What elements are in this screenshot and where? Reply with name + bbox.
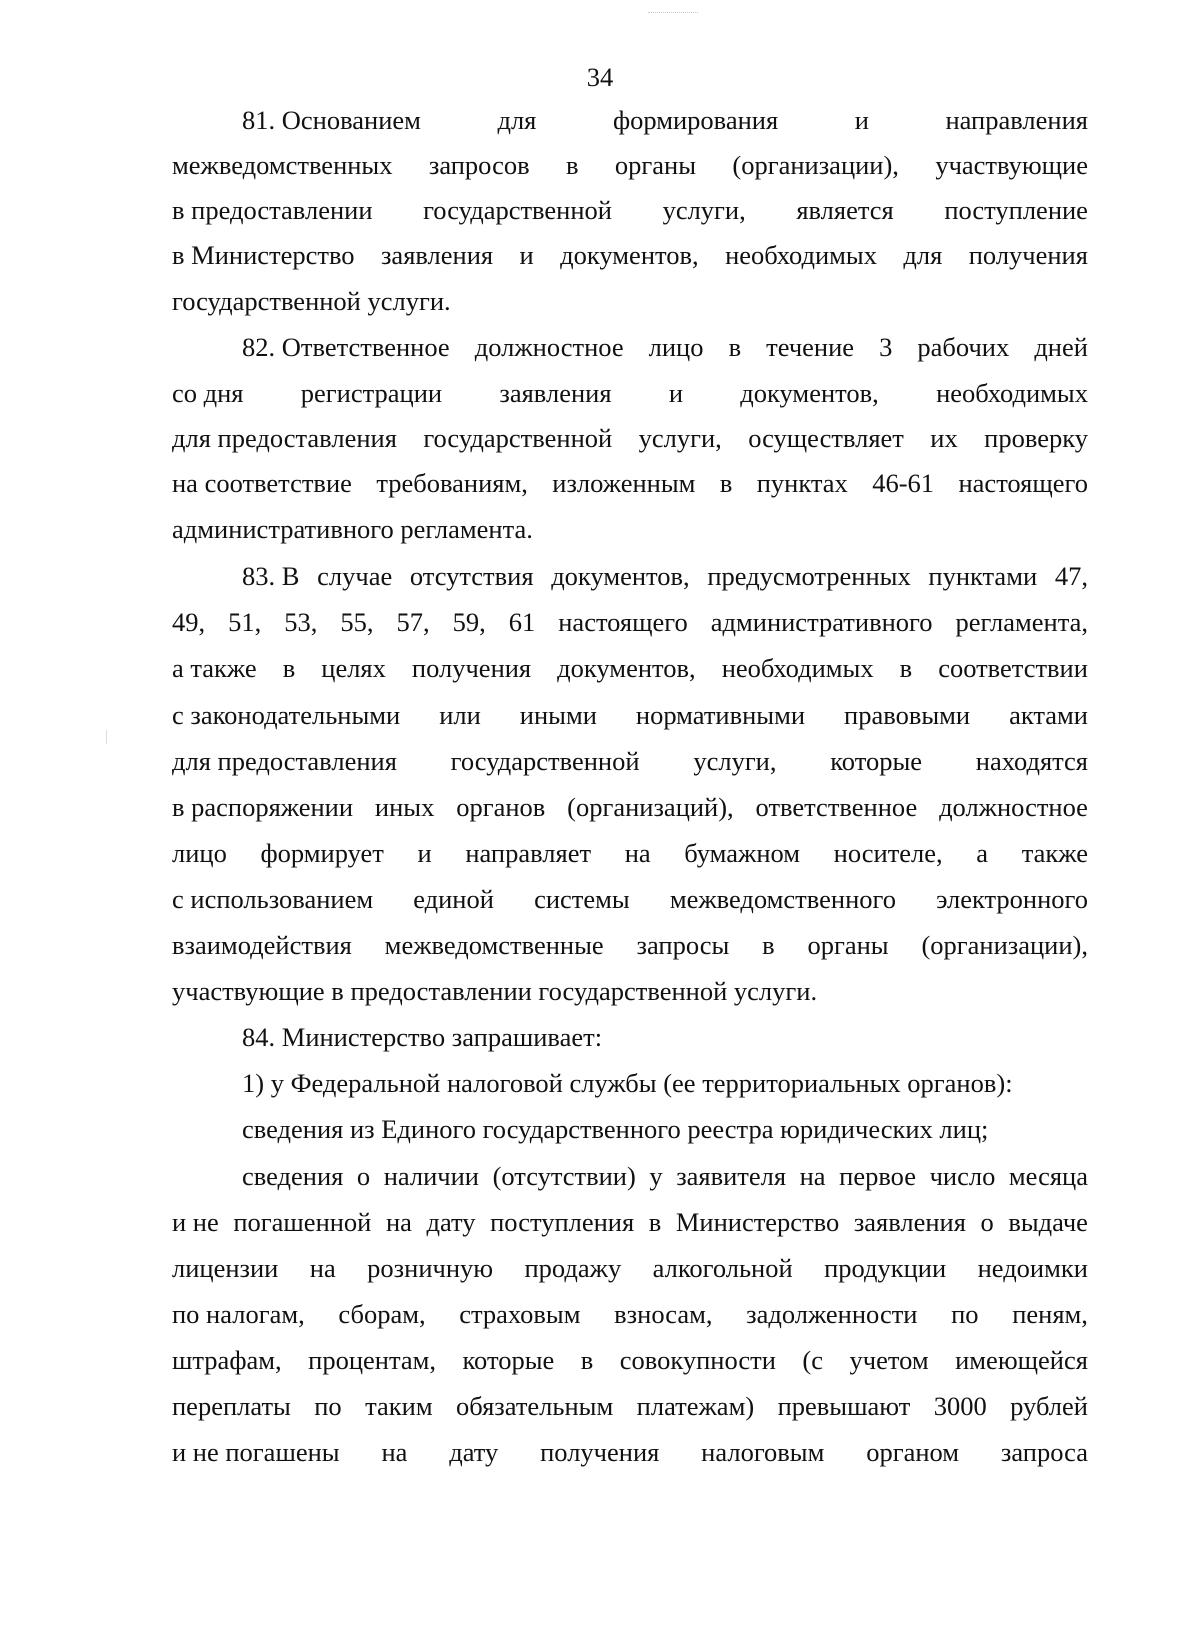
word: единой [413,884,494,914]
word: запросов [428,150,530,180]
word: необходимых [721,653,874,683]
word: в [580,1345,594,1375]
word: месяца [1008,1161,1088,1191]
word: на [309,1253,336,1283]
text-line [172,512,1088,546]
text-line [172,928,1088,962]
word: электронного [936,884,1088,914]
scan-artifact [106,730,107,744]
word: выдаче [1008,1207,1088,1237]
word: сведения из Единого государственного реестра юридических лиц; [242,1114,989,1144]
word: страховым [459,1299,581,1329]
word: в распоряжении [172,792,354,822]
text-line [172,790,1088,824]
word: на [385,1207,412,1237]
word: участвующие [935,150,1088,180]
word: с использованием [172,884,374,914]
text-line [172,1205,1088,1239]
text-line [172,284,1088,318]
word: административного [710,607,933,637]
word: межведомственных [172,150,393,180]
word: взаимодействия [172,930,352,960]
word: на соответствие [172,468,352,498]
word: 3000 [933,1391,987,1421]
word: со дня [172,378,244,408]
word: 83. В [242,561,300,591]
word: число [929,1161,996,1191]
word: государственной услуги. [172,286,451,316]
page-number: 34 [586,62,614,92]
word: на [624,838,651,868]
word: бумажном [684,838,801,868]
word: в Министерство [172,240,355,270]
word: заявления [853,1207,966,1237]
word: и не [172,1207,219,1237]
word: пунктах [756,468,848,498]
word: погашенной [233,1207,372,1237]
word: поступление [944,195,1088,225]
word: получения [411,653,532,683]
word: лицо [172,838,227,868]
word: лицо [648,332,704,362]
word: которые [830,746,923,776]
text-line [242,559,1088,593]
word: на [381,1437,408,1467]
text-line [172,836,1088,870]
text-line [172,1343,1088,1377]
word: имеющейся [955,1345,1088,1375]
word: участвующие в предоставлении государственной услуги. [172,976,818,1006]
word: находятся [975,746,1088,776]
text-line [172,421,1088,455]
word: алкогольной [652,1253,793,1283]
word: в предоставлении [172,195,373,225]
text-line [172,193,1088,227]
word: 81. Основанием [242,105,421,135]
word: обязательным [456,1391,614,1421]
word: течение [766,332,855,362]
word: переплаты [172,1391,291,1421]
word: носителе, [833,838,943,868]
word: регистрации [300,378,443,408]
word: актами [1009,700,1088,730]
word: налоговым [701,1437,825,1467]
word: изложенным [552,468,696,498]
word: 53, [284,607,318,637]
word: для предоставления [172,746,397,776]
word: (отсутствии) [492,1161,636,1191]
word: 84. Министерство запрашивает: [242,1022,603,1052]
word: является [796,195,894,225]
word: административного регламента. [172,514,533,544]
word: заявителя [676,1161,787,1191]
text-line [172,466,1088,500]
word: отсутствия [409,561,534,591]
word: запросы [636,930,730,960]
word: для [497,105,537,135]
word: процентам, [308,1345,437,1375]
text-line [172,376,1088,410]
word: первое [839,1161,917,1191]
word: органы [807,930,889,960]
word: запроса [1000,1437,1088,1467]
word: документов, [560,240,699,270]
word: и [854,105,869,135]
word: на [799,1161,826,1191]
word: системы [534,884,630,914]
word: у [649,1161,663,1191]
word: и [519,240,534,270]
word: сведения [242,1161,344,1191]
text-line [172,1251,1088,1285]
word: государственной [423,423,613,453]
word: 49, [172,607,206,637]
word: таким [365,1391,433,1421]
word: а также [172,653,257,683]
text-line [242,1159,1088,1193]
word: о [980,1207,994,1237]
word: услуги, [693,746,777,776]
word: иными [519,700,597,730]
word: по [951,1299,979,1329]
word: и [668,378,683,408]
word: пунктами [928,561,1038,591]
word: органом [866,1437,960,1467]
text-line [172,882,1088,916]
text-line [172,238,1088,272]
word: случае [317,561,393,591]
word: регламента, [955,607,1088,637]
word: 51, [228,607,262,637]
word: проверку [984,423,1088,453]
word: (организации), [921,930,1088,960]
word: государственной [423,195,612,225]
word: настоящего [558,607,688,637]
word: о [356,1161,371,1191]
word: государственной [450,746,640,776]
word: и [417,838,432,868]
word: 57, [396,607,430,637]
word: в [899,653,913,683]
word: необходимых [936,378,1088,408]
word: взносам, [614,1299,713,1329]
word: задолженности [746,1299,918,1329]
word: ответственное [755,792,918,822]
word: для предоставления [172,423,397,453]
word: и не погашены [172,1437,340,1467]
text-line [172,1297,1088,1331]
word: платежам) [636,1391,755,1421]
word: в [648,1207,662,1237]
word: нормативными [635,700,806,730]
text-line [172,974,1088,1008]
word: необходимых [725,240,877,270]
word: иных [374,792,435,822]
word: получения [968,240,1088,270]
word: превышают [777,1391,911,1421]
word: 46-61 [872,468,935,498]
word: документов, [740,378,879,408]
word: соответствии [938,653,1088,683]
word: 82. Ответственное [242,332,450,362]
word: формирования [612,105,779,135]
text-line [242,1066,1088,1100]
word: заявления [380,240,494,270]
text-line [242,1112,1088,1146]
word: дату [426,1207,476,1237]
word: документов, [551,561,690,591]
text-line [172,1435,1088,1469]
word: в [282,653,296,683]
word: межведомственные [384,930,604,960]
word: услуги, [662,195,746,225]
word: совокупности [619,1345,776,1375]
word: розничную [367,1253,494,1283]
word: пеням, [1012,1299,1088,1329]
word: заявления [499,378,612,408]
word: Министерство [675,1207,840,1237]
word: по налогам, [172,1299,305,1329]
word: должностное [939,792,1088,822]
word: с законодательными [172,700,401,730]
word: (с [802,1345,824,1375]
word: в [728,332,742,362]
word: должностное [474,332,624,362]
text-line [242,330,1088,364]
word: органов [456,792,546,822]
word: лицензии [172,1253,279,1283]
word: рабочих [917,332,1010,362]
word: недоимки [977,1253,1088,1283]
word: межведомственного [669,884,896,914]
word: наличии [383,1161,479,1191]
word: получения [540,1437,660,1467]
word: которые [462,1345,555,1375]
word: (организаций), [567,792,734,822]
word: дней [1034,332,1088,362]
word: продукции [824,1253,947,1283]
word: услуги, [638,423,722,453]
word: 59, [452,607,486,637]
word: для [903,240,943,270]
word: органы [614,150,697,180]
word: штрафам, [172,1345,282,1375]
word: целях [321,653,386,683]
word: продажу [524,1253,622,1283]
text-line [172,651,1088,685]
text-line [172,698,1088,732]
word: 61 [508,607,536,637]
word: в [719,468,733,498]
scan-artifact [648,12,698,15]
word: в [762,930,775,960]
word: 1) у Федеральной налоговой службы (ее территориальных органов): [242,1068,1013,1098]
text-line [242,103,1088,137]
word: их [930,423,958,453]
word: учетом [849,1345,929,1375]
word: предусмотренных [707,561,911,591]
word: по [314,1391,342,1421]
word: настоящего [958,468,1088,498]
word: или [439,700,481,730]
word: документов, [557,653,696,683]
word: также [1021,838,1088,868]
word: 47, [1054,561,1088,591]
text-line [172,148,1088,182]
word: 3 [879,332,893,362]
text-line [172,1389,1088,1423]
word: правовыми [844,700,971,730]
word: поступления [490,1207,635,1237]
word: в [566,150,579,180]
text-line [172,605,1088,639]
word: дату [449,1437,499,1467]
word: (организации), [732,150,899,180]
word: сборам, [338,1299,426,1329]
word: рублей [1010,1391,1088,1421]
text-line [242,1020,1088,1054]
word: осуществляет [748,423,904,453]
word: направляет [465,838,592,868]
text-line [172,744,1088,778]
word: а [976,838,989,868]
word: направления [945,105,1088,135]
word: 55, [340,607,374,637]
word: формирует [260,838,384,868]
word: требованиям, [376,468,528,498]
